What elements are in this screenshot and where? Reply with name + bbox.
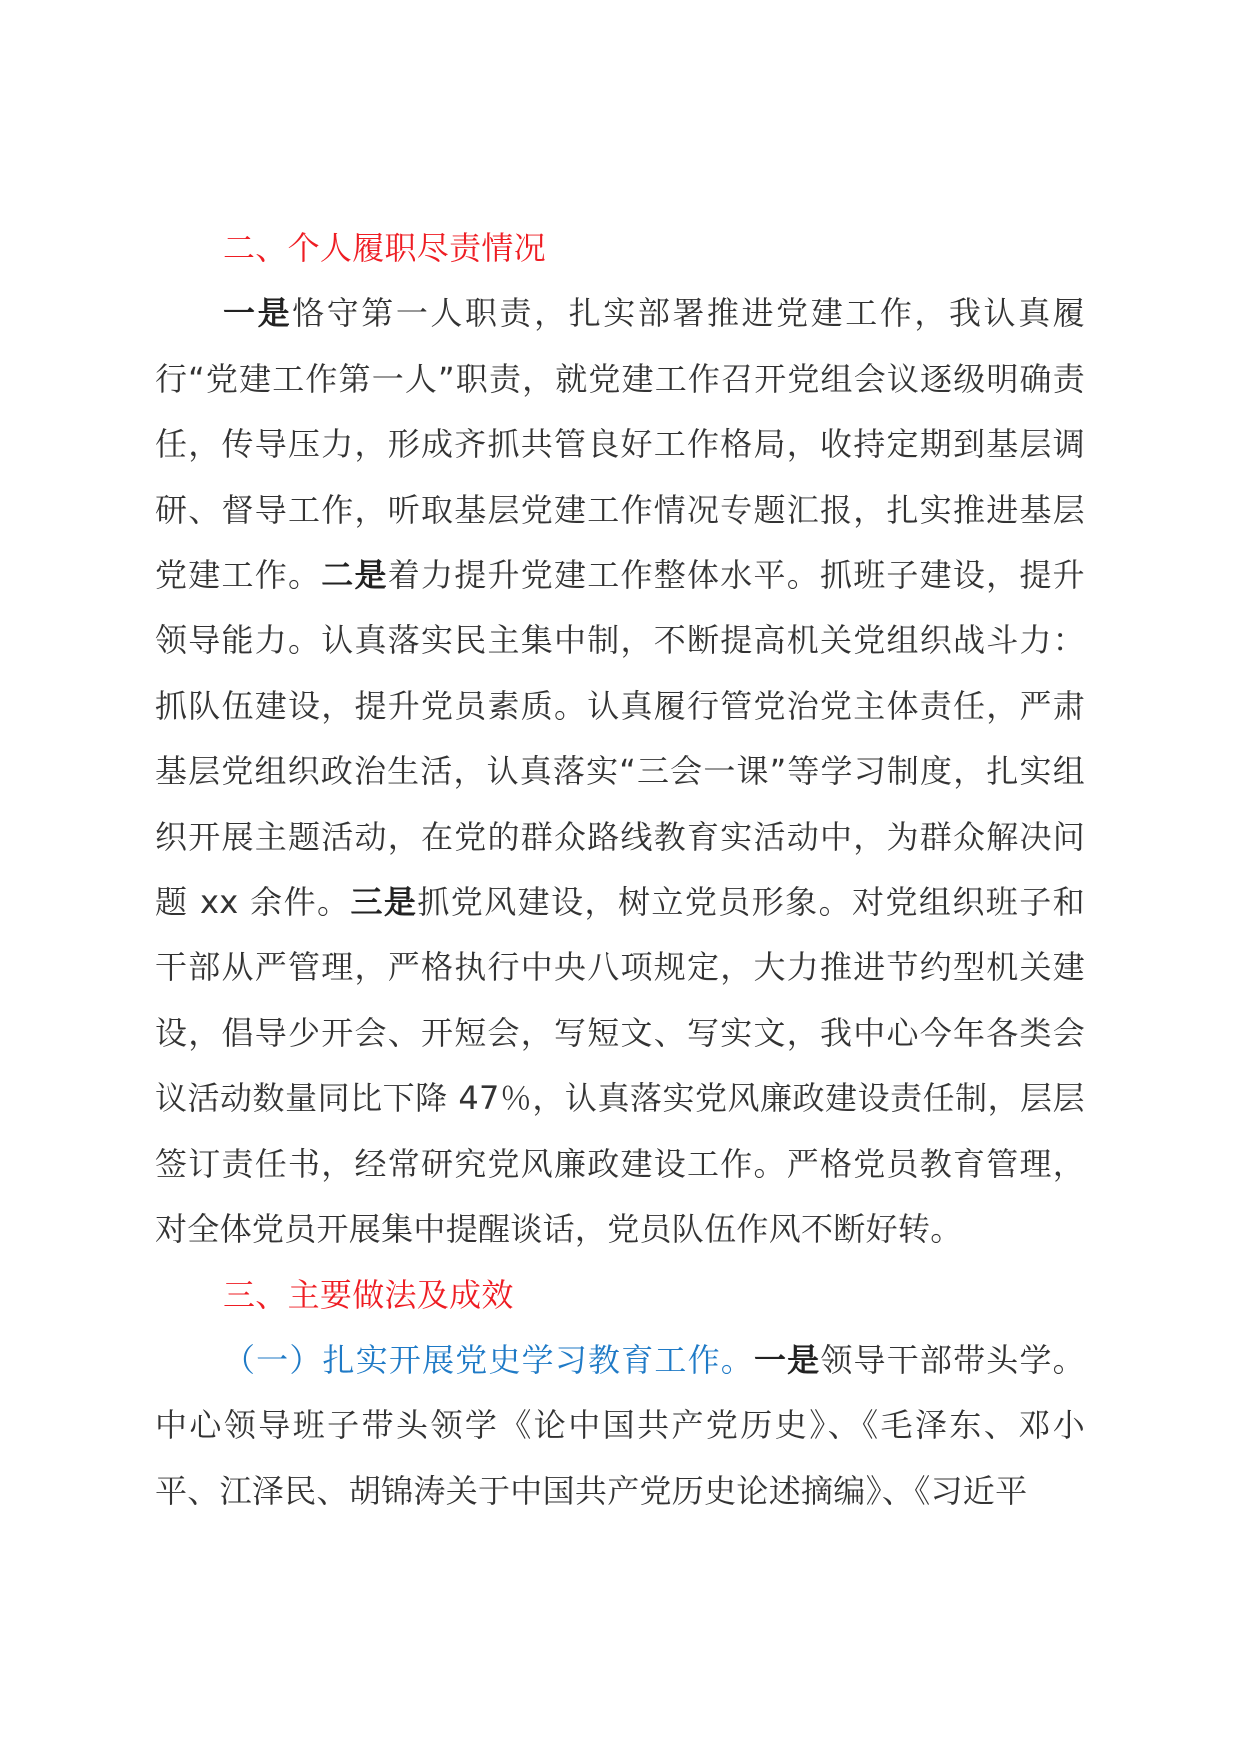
text-first: 恪守第一人职责，扎实部署推进党建工作，我认真履行“党建工作第一人”职责，就党建工作召开党组会议逐级明确责任，传导压力，形成齐抓共管良好工作格局，收持定期到基层调研、督导工作，听取基层党建工作情况专题汇报，扎实推进基层党建工作。 <box>155 294 1085 595</box>
text-third: 抓党风建设，树立党员形象。对党组织班子和干部从严管理，严格执行中央八项规定，大力推进节约型机关建设，倡导少开会、开短会，写短文、写实文，我中心今年各类会议活动数量同比下降 47％，认真落实党风廉政建设责任制，层层签订责任书，经常研究党风廉政建设工作。严格党员教育管理，对全体党员开展集中提醒谈话，党员队伍作风不断好转。 <box>155 883 1085 1249</box>
paragraph-personal-duties <box>155 281 1085 1262</box>
section-heading-main-practices: 三、主要做法及成效 <box>223 1275 514 1314</box>
lead-first-study: 一是 <box>754 1340 821 1379</box>
lead-third: 三是 <box>350 883 418 922</box>
paragraph-party-history <box>155 1328 1085 1524</box>
document-page <box>155 216 1085 1524</box>
lead-second: 二是 <box>321 556 388 595</box>
section-heading-personal-duties: 二、个人履职尽责情况 <box>223 229 547 267</box>
text-second: 着力提升党建工作整体水平。抓班子建设，提升领导能力。认真落实民主集中制，不断提高机关党组织战斗力：抓队伍建设，提升党员素质。认真履行管党治党主体责任，严肃基层党组织政治生活，认真落实“三会一课”等学习制度，扎实组织开展主题活动，在党的群众路线教育实活动中，为群众解决问题 xx 余件。 <box>155 556 1085 922</box>
lead-first: 一是 <box>223 294 293 333</box>
text-first-study: 领导干部带头学。中心领导班子带头领学《论中国共产党历史》、《毛泽东、邓小平、江泽民、胡锦涛关于中国共产党历史论述摘编》、《习近平 <box>155 1340 1085 1510</box>
subheading-party-history: （一）扎实开展党史学习教育工作。 <box>223 1340 754 1379</box>
